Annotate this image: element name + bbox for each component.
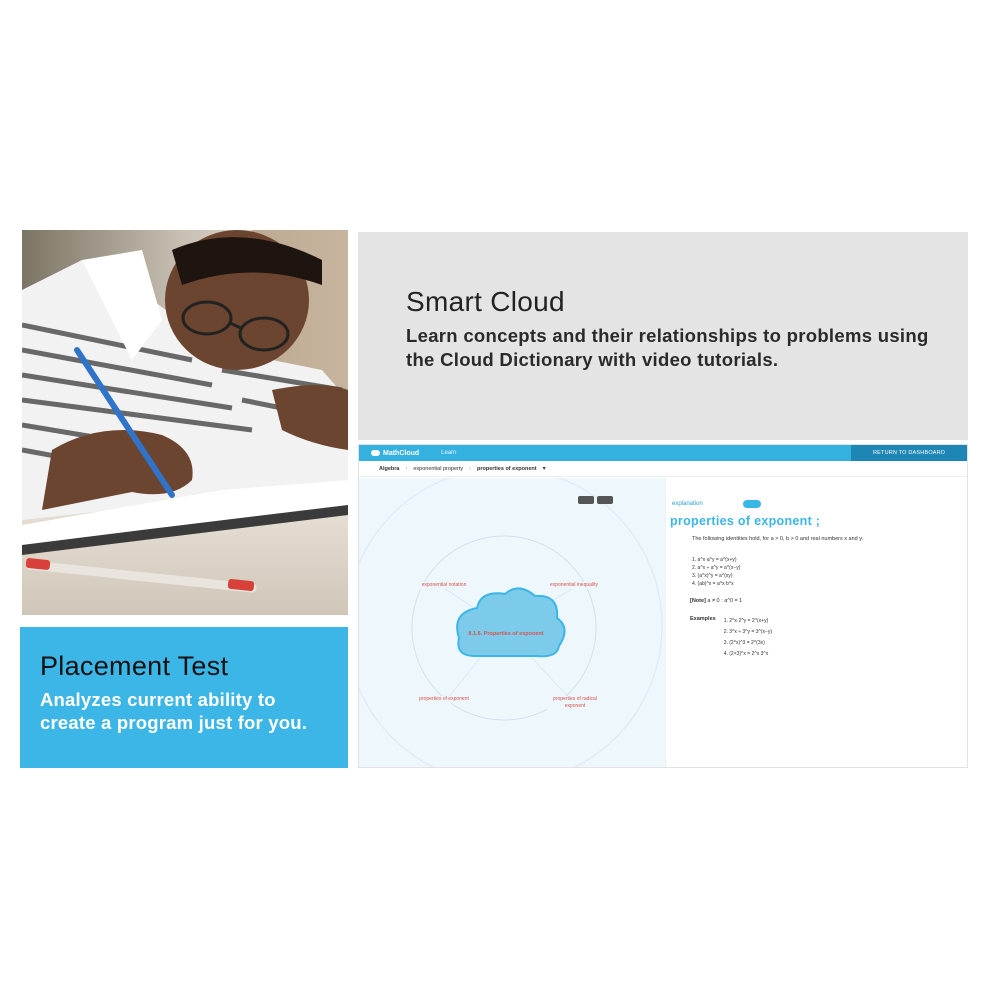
cloud-logo-icon [371,450,380,456]
detail-title: properties of exponent ; [670,514,821,528]
map-node-exponential-inequality[interactable]: exponential inequality [549,582,599,588]
example-item: 3. (2^x)^3 = 2^(3x) [723,640,765,646]
breadcrumb [359,461,967,477]
center-node-label[interactable]: 8.1.6. Properties of exponent [468,631,544,637]
example-item: 2. 3^x ÷ 3^y = 3^(x−y) [723,629,773,635]
app-top-bar [359,445,967,461]
smart-cloud-title: Smart Cloud [406,286,565,317]
app-brand[interactable] [371,450,419,457]
example-item: 1. 2^x·2^y = 2^(x+y) [723,618,769,624]
placement-test-panel [20,627,348,768]
detail-note [690,598,959,604]
zoom-out-button[interactable] [597,496,613,504]
breadcrumb-item-properties[interactable]: properties of exponent [477,465,537,472]
video-toggle-button[interactable] [743,500,761,508]
map-node-properties-of-exponent[interactable]: properties of exponent [419,696,469,702]
note-label: [Note] [690,598,706,604]
examples-block [690,616,959,660]
map-node-exponential-notation[interactable]: exponential notation [419,582,469,589]
nav-item-learn[interactable]: Learn [441,450,457,456]
detail-header [672,500,959,508]
examples-label: Examples [690,616,716,622]
concept-map[interactable] [359,478,665,768]
zoom-in-button[interactable] [578,496,594,504]
app-screenshot [358,444,968,768]
breadcrumb-separator-icon: › [405,465,408,472]
smart-cloud-description: Learn concepts and their relationships to problems using the Cloud Dictionary with video tutorials. [406,325,929,370]
breadcrumb-separator-icon: › [469,465,472,472]
breadcrumb-item-exponential-property[interactable]: exponential property [413,465,464,472]
rule-item: 1. a^x·a^y = a^(x+y) [692,557,737,563]
placement-test-description: Analyzes current ability to create a program just for you. [40,689,308,733]
student-photo-illustration [22,230,348,615]
smart-cloud-panel [358,232,968,440]
breadcrumb-item-algebra[interactable]: Algebra [379,465,400,472]
note-text: a ≠ 0 : a^0 = 1 [707,598,743,604]
detail-intro: The following identities hold, for a > 0, b > 0 and real numbers x and y. [692,536,864,542]
concept-detail-panel [665,478,968,768]
placement-test-title: Placement Test [40,651,229,681]
rule-item: 4. (ab)^x = a^x b^x [692,581,734,587]
map-node-properties-of-radical-exponent[interactable]: properties of radical exponent [547,696,603,710]
app-brand-label: MathCloud [383,449,420,457]
example-item: 4. (2×3)^x = 2^x 3^x [723,651,769,657]
student-photo [22,230,348,615]
center-cloud-node[interactable] [457,588,564,656]
concept-map-graphic [359,478,665,768]
chevron-down-icon[interactable]: ▾ [542,466,546,472]
explanation-label: explanation [672,501,703,507]
return-dashboard-button[interactable]: RETURN TO DASHBOARD [851,445,967,461]
examples-list [724,616,772,660]
rule-item: 3. (a^x)^y = a^(xy) [692,573,733,579]
cloud-icon [457,588,564,656]
rules-list [692,556,959,588]
rule-item: 2. a^x ÷ a^y = a^(x−y) [692,565,741,571]
map-controls [578,496,613,504]
